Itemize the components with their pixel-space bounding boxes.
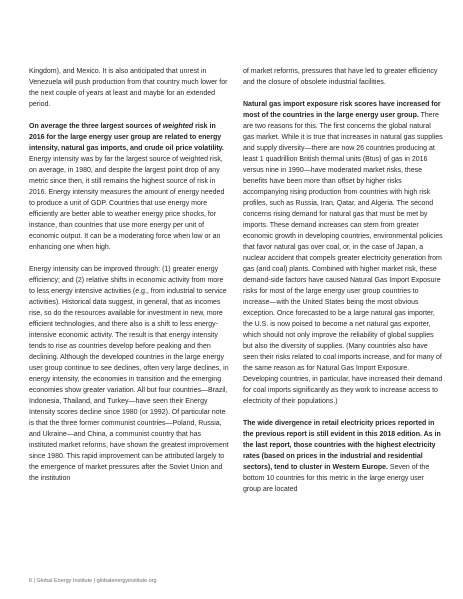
paragraph-venezuela: Kingdom), and Mexico. It is also anticipated that unrest in Venezuela will push production from that country much lower for the next couple of years at least and maybe for an extended period. bbox=[29, 68, 228, 108]
paragraph-energy-intensity: Energy intensity can be improved through: (1) greater energy efficiency; and (2) relative shifts in economic activity from more to less energy intensive activities (e.g., from industrial to service activities). Historical data suggest, in general, that as incomes rise, so do the resources available for investment in new, more efficient technologies, and there also is a shift to less energy-intensive economic activity. The result is that energy intensity tends to rise as countries develop before peaking and then declining. Although the developed countries in the large energy user group continue to see declines, often very large declines, in energy intensity, the economies in transition and the emerging economies show greater variation. All but four countries—Brazil, Indonesia, Thailand, and Turkey—have seen their Energy Intensity scores decline since 1980 (or 1992). Of particular note is that the three former communist countries—Poland, Russia, and Ukraine—and China, a communist country that has instituted market reforms, have shown the greatest improvement since 1980. This rapid improvement can be attributed largely to the emergence of market pressures after the Soviet Union and the institution bbox=[29, 266, 229, 482]
paragraph-natural-gas-text: There are two reasons for this. The first concerns the global natural gas market. While it is true that increases in natural gas supplies and supply diversity—there are now 26 countries producing at least 1 quadrillion British thermal units (Btus) of gas in 2016 versus nine in 1990—have moderated market risks, these benefits have been more than offset by higher risks accompanying rising production from countries with high risk profiles, such as Russia, Iran, Qatar, and Algeria. The second concerns rising demand for natural gas that must be met by imports. These demand increases can stem from greater economic growth in developing countries, environmental policies that favor natural gas over coal, or, in the case of Japan, a nuclear accident that compels greater electricity generation from gas (and coal) plants. Combined with higher market risk, these demand-side factors have caused Natural Gas Import Exposure risks for most of the large energy user group countries to increase—with the United States being the most obvious exception. Once forecasted to be a large natural gas importer, the U.S. is now poised to become a net natural gas exporter, which should not only improve the reliability of global supplies but also the diversity of supplies. (Many countries also have seen their risks related to coal imports increase, and for many of the same reason as for Natural Gas Import Exposure. Developing countries, in particular, have increased their demand for coal imports significantly as they work to increase access to electricity of their populations.) bbox=[243, 112, 443, 405]
paragraph-weighted-risk bbox=[29, 121, 229, 253]
paragraph-natural-gas bbox=[243, 99, 443, 407]
bold-lead-natural-gas: Natural gas import exposure risk scores have increased for most of the countries in the large energy user group. bbox=[243, 101, 441, 119]
bold-lead-electricity: The wide divergence in retail electricity prices reported in the previous report is still evident in this 2018 edition. As in the last report, those countries with the highest electricity rates (based on prices in the industrial and residential sectors), tend to cluster in Western Europe. bbox=[243, 420, 441, 471]
bold-italic-weighted: weighted bbox=[162, 123, 194, 130]
left-column bbox=[29, 66, 229, 484]
bold-lead-a: On average the three largest sources of bbox=[29, 123, 163, 130]
paragraph-electricity-text: Seven of the bottom 10 countries for this metric in the large energy user group are located bbox=[243, 464, 430, 493]
bold-lead-b: risk in 2016 for the large energy user group are related to energy intensity, natural gas imports, and crude oil price volatility. bbox=[29, 123, 225, 152]
paragraph-market-reforms: of market reforms, pressures that have led to greater efficiency and the closure of obsolete industrial facilities. bbox=[243, 68, 438, 86]
paragraph-electricity-prices bbox=[243, 418, 443, 495]
page-footer: 6 | Global Energy Institute | globalenergyinstitute.org bbox=[29, 578, 157, 584]
paragraph-weighted-risk-text: Energy intensity was by far the largest source of weighted risk, on average, in 1980, and despite the largest point drop of any metric since then, it still remains the highest source of risk in 2016. Energy intensity measures the amount of energy needed to produce a unit of GDP. Countries that use energy more efficiently are better able to weather energy price shocks, for instance, than countries that use more energy per unit of economic output. It can be a moderating force when low or an enhancing one when high. bbox=[29, 156, 225, 251]
right-column bbox=[243, 66, 443, 495]
